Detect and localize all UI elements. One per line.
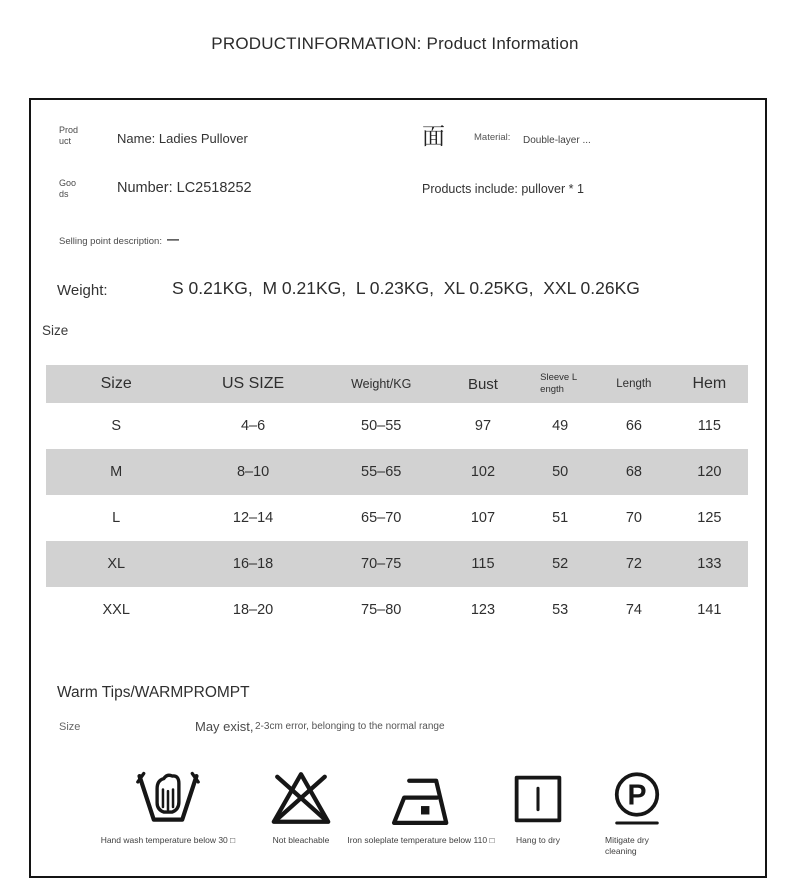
care-item-hand-wash	[88, 762, 248, 846]
svg-text:P: P	[627, 779, 647, 812]
care-item-iron	[336, 762, 506, 846]
col-header-size: Size	[100, 375, 132, 392]
care-label: Mitigate dry cleaning	[605, 835, 649, 856]
warm-tips-title: Warm Tips/WARMPROMPT	[57, 684, 250, 701]
table-row-l: L 12–14 65–70 107 51 70 125	[112, 510, 722, 526]
care-item-hang-dry	[483, 762, 593, 846]
selling-point-value: —	[167, 232, 179, 246]
col-header-us-size: US SIZE	[221, 375, 285, 392]
warm-tips-note-main: May exist,	[195, 719, 254, 734]
no-bleach-icon	[267, 762, 335, 828]
goods-number-value: Number: LC2518252	[117, 180, 252, 196]
size-section-caption: Size	[42, 323, 69, 338]
weight-values: S 0.21KG, M 0.21KG, L 0.23KG, XL 0.25KG, XXL 0.26KG	[172, 278, 640, 298]
product-info-box	[29, 98, 767, 878]
size-table	[46, 365, 748, 633]
care-label: Hand wash temperature below 30 □	[100, 835, 236, 845]
selling-point-label: Selling point description:	[59, 236, 162, 247]
care-label: Iron soleplate temperature below 110 □	[347, 835, 495, 845]
material-label: Material:	[474, 132, 511, 143]
hang-dry-icon	[509, 762, 567, 828]
page-title: PRODUCTINFORMATION: Product Information	[211, 34, 579, 53]
goods-field-label: Goods	[59, 178, 77, 199]
product-name-value: Name: Ladies Pullover	[117, 131, 248, 146]
col-header-weight: Weight/KG	[351, 377, 412, 391]
warm-tips-size-label: Size	[59, 721, 81, 733]
warm-tips-note-detail: 2-3cm error, belonging to the normal range	[255, 721, 445, 732]
table-row-s: S 4–6 50–55 97 49 66 115	[111, 418, 721, 434]
col-header-sleeve-length: Sleeve Length	[540, 372, 578, 395]
col-header-bust: Bust	[467, 375, 498, 393]
material-value: Double-layer ...	[523, 135, 591, 146]
fabric-character-icon: 面	[422, 124, 445, 150]
care-item-dry-clean	[587, 762, 687, 857]
product-field-label: Product	[59, 125, 79, 146]
table-row-m: M 8–10 55–65 102 50 68 120	[46, 449, 748, 495]
col-header-hem: Hem	[692, 375, 727, 392]
hand-wash-icon	[132, 762, 204, 828]
products-include-text: Products include: pullover * 1	[422, 182, 584, 196]
col-header-length: Length	[616, 378, 652, 390]
weight-label: Weight:	[57, 282, 108, 299]
table-row-xxl: XXL 18–20 75–80 123 53 74 141	[102, 602, 722, 618]
care-label: Hang to dry	[516, 835, 560, 845]
care-label: Not bleachable	[272, 835, 330, 845]
table-header-row	[46, 365, 748, 403]
iron-icon	[389, 762, 453, 828]
table-row-xl: XL 16–18 70–75 115 52 72 133	[46, 541, 748, 587]
dry-clean-icon	[607, 762, 667, 828]
